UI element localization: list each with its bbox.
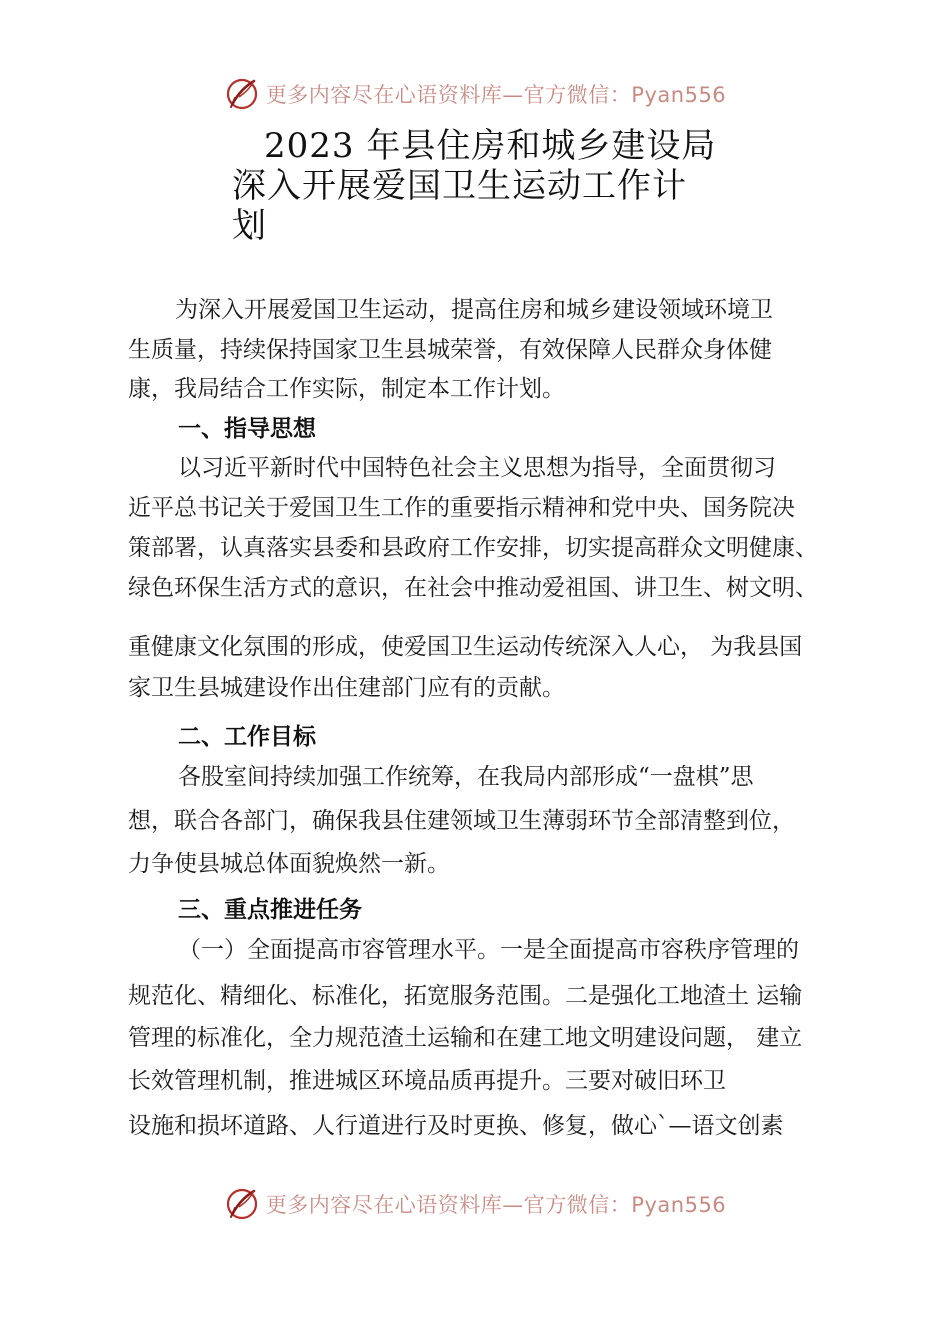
section3-line: 设施和损坏道路、人行道进行及时更换、修复，做心`—语文创素	[128, 1113, 784, 1139]
intro-line: 康，我局结合工作实际，制定本工作计划。	[128, 376, 565, 402]
section1-line: 以习近平新时代中国特色社会主义思想为指导，全面贯彻习	[178, 455, 776, 481]
section-heading-work-goals: 二、工作目标	[178, 724, 316, 750]
watermark-banner-bottom	[0, 1184, 950, 1224]
intro-line: 为深入开展爱国卫生运动，提高住房和城乡建设领域环境卫	[175, 297, 773, 323]
section3-line: （一）全面提高市容管理水平。一是全面提高市容秩序管理的	[178, 937, 799, 963]
section1-line: 策部署，认真落实县委和县政府工作安排，切实提高群众文明健康、	[128, 535, 818, 561]
title-line-3: 划	[232, 206, 267, 246]
section2-line: 力争使县城总体面貌焕然一新。	[128, 851, 450, 877]
watermark-banner-top	[0, 74, 950, 114]
document-title	[232, 126, 717, 246]
section2-line: 想，联合各部门，确保我县住建领域卫生薄弱环节全部清整到位，	[128, 808, 795, 834]
section-heading-key-tasks: 三、重点推进任务	[178, 897, 362, 923]
section1-line: 近平总书记关于爱国卫生工作的重要指示精神和党中央、国务院决	[128, 495, 795, 521]
section1-line: 绿色环保生活方式的意识，在社会中推动爱祖国、讲卫生、树文明、	[128, 575, 818, 601]
quill-pen-logo-icon	[224, 76, 260, 112]
section2-line: 各股室间持续加强工作统筹，在我局内部形成“一盘棋”思	[178, 764, 754, 790]
title-line-1: 2023 年县住房和城乡建设局	[264, 126, 717, 166]
section3-line: 管理的标准化，全力规范渣土运输和在建工地文明建设问题， 建立	[128, 1025, 803, 1051]
watermark-text: 更多内容尽在心语资料库—官方微信：Pyan556	[265, 1193, 727, 1217]
section3-line: 长效管理机制，推进城区环境品质再提升。三要对破旧环卫	[128, 1068, 726, 1094]
watermark-text: 更多内容尽在心语资料库—官方微信：Pyan556	[265, 83, 727, 107]
section1-line: 重健康文化氛围的形成，使爱国卫生运动传统深入人心， 为我县国	[128, 634, 803, 660]
quill-pen-logo-icon	[224, 1186, 260, 1222]
section1-line: 家卫生县城建设作出住建部门应有的贡献。	[128, 675, 565, 701]
title-line-2: 深入开展爱国卫生运动工作计	[232, 166, 687, 206]
intro-line: 生质量，持续保持国家卫生县城荣誉，有效保障人民群众身体健	[128, 337, 772, 363]
section-heading-guiding-thought: 一、指导思想	[178, 416, 316, 442]
section3-line: 规范化、精细化、标准化，拓宽服务范围。二是强化工地渣土 运输	[128, 983, 803, 1009]
